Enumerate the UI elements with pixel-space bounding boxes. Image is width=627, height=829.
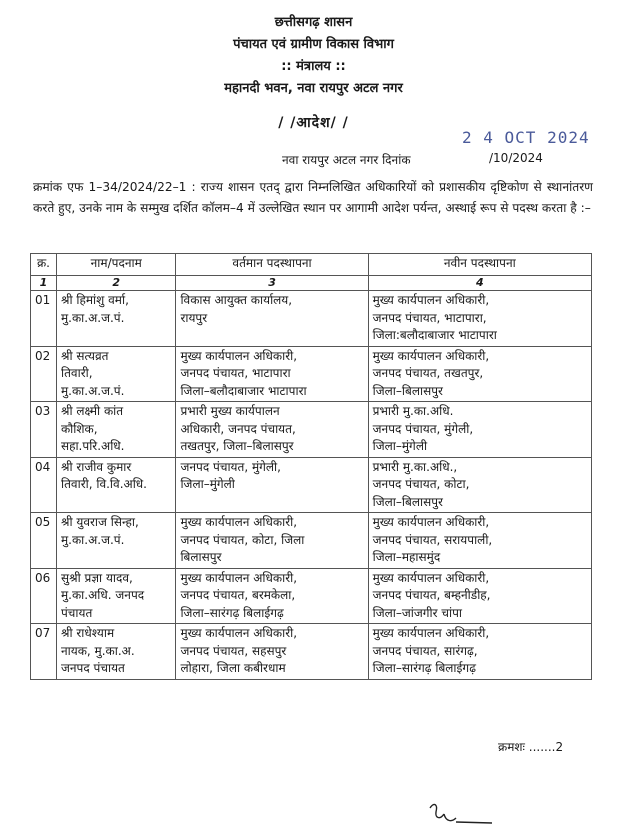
col-number: 1 <box>31 276 57 291</box>
cell-line: मुख्य कार्यपालन अधिकारी, <box>180 348 298 363</box>
col-number: 4 <box>368 276 591 291</box>
cell-line: नायक, मु.का.अ. <box>60 643 135 658</box>
cell-line: लोहारा, जिला कबीरधाम <box>180 661 286 675</box>
cell-line: जनपद पंचायत, कोटा, जिला <box>180 532 305 547</box>
column-number-row <box>31 276 592 291</box>
table-row <box>31 568 592 624</box>
current-posting-cell <box>176 291 368 347</box>
cell-line: जनपद पंचायत, भाटापारा <box>180 366 291 380</box>
table-body <box>31 276 592 680</box>
order-date: /10/2024 <box>489 151 543 165</box>
cell-line: जिला–महासमुंद <box>372 550 441 564</box>
serial-number-cell: 07 <box>31 624 57 680</box>
cell-line: जनपद पंचायत <box>60 661 125 675</box>
department-name: पंचायत एवं ग्रामीण विकास विभाग <box>233 37 394 52</box>
cell-line: सहा.परि.अधि. <box>60 439 125 453</box>
serial-number-cell: 01 <box>31 291 57 347</box>
current-posting-cell <box>176 346 368 402</box>
table-row <box>31 346 592 402</box>
cell-line: मु.का.अ.ज.पं. <box>60 532 125 547</box>
table-row <box>31 402 592 458</box>
cell-line: मुख्य कार्यपालन अधिकारी, <box>180 570 298 585</box>
table-row <box>31 624 592 680</box>
cell-line: जिला–बिलासपुर <box>372 494 443 509</box>
cell-line: कौशिक, <box>60 421 98 436</box>
name-designation-cell <box>56 457 175 513</box>
name-designation-cell <box>56 624 175 680</box>
new-posting-cell <box>368 624 591 680</box>
table-row <box>31 457 592 513</box>
cell-line: जिला–मुंगेली <box>372 439 428 453</box>
cell-line: मुख्य कार्यपालन अधिकारी, <box>372 626 490 640</box>
serial-number-cell: 02 <box>31 346 57 402</box>
current-posting-cell <box>176 402 368 458</box>
current-posting-cell <box>176 624 368 680</box>
name-designation-cell <box>56 568 175 624</box>
cell-line: रायपुर <box>180 310 208 325</box>
cell-line: विकास आयुक्त कार्यालय, <box>180 293 293 307</box>
serial-number-cell: 03 <box>31 402 57 458</box>
cell-line: जनपद पंचायत, सारंगढ़, <box>372 643 478 658</box>
cell-line: मुख्य कार्यपालन अधिकारी, <box>372 348 490 363</box>
table-row <box>31 291 592 347</box>
col-number: 2 <box>56 276 175 291</box>
new-posting-cell <box>368 513 591 569</box>
cell-line: श्री हिमांशु वर्मा, <box>60 293 129 307</box>
cell-line: जनपद पंचायत, मुंगेली, <box>372 421 474 436</box>
place-date-line <box>282 151 543 168</box>
cell-line: जनपद पंचायत, तखतपुर, <box>372 366 484 380</box>
cell-line: मु.का.अधि. जनपद <box>60 588 145 602</box>
name-designation-cell <box>56 291 175 347</box>
table-row <box>31 513 592 569</box>
cell-line: बिलासपुर <box>180 550 222 564</box>
col-header-name: नाम/पदनाम <box>56 254 175 276</box>
cell-line: जिला–मुंगेली <box>180 477 235 491</box>
cell-line: जिला–सारंगढ़ बिलाईगढ़ <box>180 605 284 620</box>
name-designation-cell <box>56 513 175 569</box>
cell-line: प्रभारी मुख्य कार्यपालन <box>180 404 280 418</box>
continued-marker: क्रमशः .......2 <box>498 740 564 754</box>
new-posting-cell <box>368 291 591 347</box>
cell-line: जनपद पंचायत, बरमकेला, <box>180 588 296 602</box>
cell-line: तिवारी, <box>60 366 93 380</box>
col-header-current-posting: वर्तमान पदस्थापना <box>176 254 368 276</box>
table-header-row <box>31 254 592 276</box>
cell-line: पंचायत <box>60 605 93 620</box>
transfer-table <box>30 253 592 680</box>
name-designation-cell <box>56 402 175 458</box>
new-posting-cell <box>368 402 591 458</box>
cell-line: श्री राधेश्याम <box>60 626 115 640</box>
cell-line: श्री सत्यव्रत <box>60 348 109 363</box>
cell-line: श्री युवराज सिन्हा, <box>60 515 139 529</box>
serial-number-cell: 06 <box>31 568 57 624</box>
signature-stroke <box>430 805 492 823</box>
cell-line: जनपद पंचायत, बम्हनीडीह, <box>372 588 491 602</box>
cell-line: जनपद पंचायत, सरायपाली, <box>372 532 493 547</box>
new-posting-cell <box>368 457 591 513</box>
cell-line: श्री लक्ष्मी कांत <box>60 404 124 418</box>
cell-line: मु.का.अ.ज.पं. <box>60 310 125 325</box>
place-label: नवा रायपुर अटल नगर दिनांक <box>282 153 411 167</box>
cell-line: जिला–बिलासपुर <box>372 383 443 398</box>
cell-line: जिला–सारंगढ़ बिलाईगढ़ <box>372 661 476 675</box>
new-posting-cell <box>368 346 591 402</box>
cell-line: मुख्य कार्यपालन अधिकारी, <box>372 293 490 307</box>
cell-line: सुश्री प्रज्ञा यादव, <box>60 570 133 585</box>
cell-line: श्री राजीव कुमार <box>60 459 132 474</box>
cell-line: जनपद पंचायत, सहसपुर <box>180 643 287 658</box>
cell-line: मुख्य कार्यपालन अधिकारी, <box>180 626 298 640</box>
current-posting-cell <box>176 513 368 569</box>
government-name: छत्तीसगढ़ शासन <box>274 15 353 30</box>
cell-line: तिवारी, वि.वि.अधि. <box>60 477 148 491</box>
cell-line: मुख्य कार्यपालन अधिकारी, <box>372 570 490 585</box>
cell-line: मुख्य कार्यपालन अधिकारी, <box>180 515 298 529</box>
serial-number-cell: 04 <box>31 457 57 513</box>
cell-line: जिला:बलौदाबाजार भाटापारा <box>372 328 497 342</box>
cell-line: जनपद पंचायत, कोटा, <box>372 477 470 491</box>
cell-line: तखतपुर, जिला–बिलासपुर <box>180 439 294 453</box>
cell-line: जिला–बलौदाबाजार भाटापारा <box>180 383 307 398</box>
date-stamp: 2 4 OCT 2024 <box>462 128 590 147</box>
cell-line: प्रभारी मु.का.अधि., <box>372 459 458 474</box>
cell-line: मुख्य कार्यपालन अधिकारी, <box>372 515 490 529</box>
order-intro-paragraph: क्रमांक एफ 1–34/2024/22–1 : राज्य शासन एतद् द्वारा निम्नलिखित अधिकारियों को प्रशासकीय दृष्टिकोण से स्थानांतरण करते हुए, उनके नाम के सम्मुख दर्शित कॉलम–4 में उल्लेखित स्थान पर आगामी आदेश पर्यन्त, अस्थाई रूप से पदस्थ करता है :– <box>33 180 593 215</box>
ministry-label: :: मंत्रालय :: <box>281 59 346 74</box>
order-title: / /आदेश/ / <box>278 115 349 131</box>
cell-line: जनपद पंचायत, भाटापारा, <box>372 310 487 325</box>
serial-number-cell: 05 <box>31 513 57 569</box>
cell-line: प्रभारी मु.का.अधि. <box>372 404 454 418</box>
name-designation-cell <box>56 346 175 402</box>
col-header-new-posting: नवीन पदस्थापना <box>368 254 591 276</box>
col-header-sn: क्र. <box>31 254 57 276</box>
cell-line: मु.का.अ.ज.पं. <box>60 383 125 398</box>
signature-mark <box>426 800 496 828</box>
office-address: महानदी भवन, नवा रायपुर अटल नगर <box>224 81 403 96</box>
new-posting-cell <box>368 568 591 624</box>
current-posting-cell <box>176 568 368 624</box>
cell-line: जिला–जांजगीर चांपा <box>372 605 463 620</box>
col-number: 3 <box>176 276 368 291</box>
current-posting-cell <box>176 457 368 513</box>
cell-line: अधिकारी, जनपद पंचायत, <box>180 421 296 436</box>
cell-line: जनपद पंचायत, मुंगेली, <box>180 459 281 474</box>
